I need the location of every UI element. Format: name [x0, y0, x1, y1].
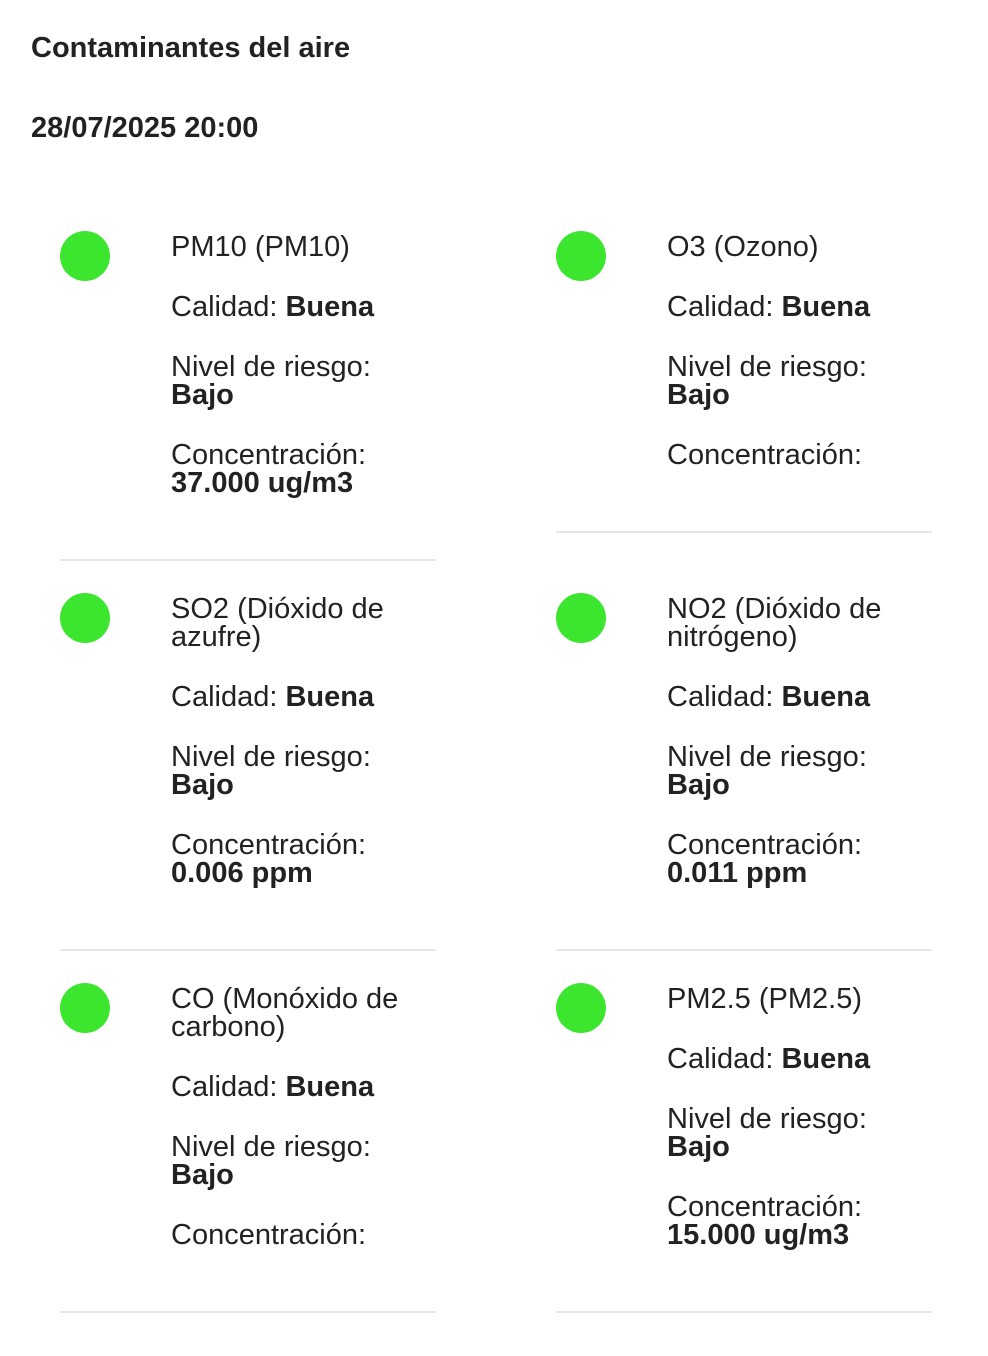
status-indicator-icon [556, 593, 606, 643]
concentration-label: Concentración: [171, 439, 367, 471]
concentration-value: 0.011 ppm [667, 857, 808, 889]
concentration-row [667, 831, 932, 887]
quality-row [171, 683, 436, 711]
quality-value: Buena [285, 1071, 375, 1103]
concentration-row [171, 1221, 436, 1249]
status-indicator-icon [60, 593, 110, 643]
pollutant-card-pm25 [556, 981, 932, 1313]
quality-value: Buena [781, 1043, 871, 1075]
risk-row [171, 1133, 436, 1189]
quality-label: Calidad: [171, 681, 278, 713]
status-indicator-icon [60, 231, 110, 281]
quality-label: Calidad: [667, 291, 774, 323]
risk-row [171, 743, 436, 799]
pollutant-card-no2 [556, 591, 932, 951]
pollutant-name: SO2 (Dióxido de azufre) [171, 593, 384, 653]
risk-label: Nivel de riesgo: [171, 351, 371, 383]
risk-row [171, 353, 436, 409]
quality-label: Calidad: [171, 1071, 278, 1103]
measurement-datetime: 28/07/2025 20:00 [31, 112, 259, 144]
concentration-row [171, 441, 436, 497]
risk-row [667, 743, 932, 799]
concentration-value: 15.000 ug/m3 [667, 1219, 850, 1251]
pollutant-name: O3 (Ozono) [667, 231, 819, 263]
risk-label: Nivel de riesgo: [171, 1131, 371, 1163]
pollutant-name: PM10 (PM10) [171, 231, 350, 263]
quality-value: Buena [781, 291, 871, 323]
concentration-row [171, 831, 436, 887]
concentration-label: Concentración: [667, 829, 863, 861]
concentration-row [667, 1193, 932, 1249]
risk-row [667, 1105, 932, 1161]
quality-label: Calidad: [171, 291, 278, 323]
quality-label: Calidad: [667, 681, 774, 713]
pollutant-card-o3 [556, 230, 932, 533]
concentration-row [667, 441, 932, 469]
status-indicator-icon [60, 983, 110, 1033]
concentration-value: 0.006 ppm [171, 857, 313, 889]
risk-row [667, 353, 932, 409]
pollutant-name: CO (Monóxido de carbono) [171, 983, 399, 1043]
concentration-label: Concentración: [171, 829, 367, 861]
risk-label: Nivel de riesgo: [667, 351, 867, 383]
risk-label: Nivel de riesgo: [667, 741, 867, 773]
pollutant-card-pm10 [60, 230, 436, 561]
status-indicator-icon [556, 231, 606, 281]
pollutant-card-co [60, 981, 436, 1313]
quality-row [667, 293, 932, 321]
status-indicator-icon [556, 983, 606, 1033]
concentration-value: 37.000 ug/m3 [171, 467, 354, 499]
pollutant-card-so2 [60, 591, 436, 951]
risk-value: Bajo [171, 1159, 234, 1191]
quality-row [171, 1073, 436, 1101]
page-title: Contaminantes del aire [31, 32, 351, 64]
quality-row [667, 1045, 932, 1073]
risk-value: Bajo [171, 769, 234, 801]
risk-value: Bajo [171, 379, 234, 411]
risk-value: Bajo [667, 379, 730, 411]
quality-value: Buena [285, 681, 375, 713]
quality-row [171, 293, 436, 321]
concentration-label: Concentración: [667, 439, 863, 471]
quality-value: Buena [285, 291, 375, 323]
concentration-label: Concentración: [667, 1191, 863, 1223]
quality-row [667, 683, 932, 711]
concentration-label: Concentración: [171, 1219, 367, 1251]
risk-value: Bajo [667, 769, 730, 801]
risk-label: Nivel de riesgo: [171, 741, 371, 773]
pollutant-name: NO2 (Dióxido de nitrógeno) [667, 593, 882, 653]
quality-label: Calidad: [667, 1043, 774, 1075]
risk-value: Bajo [667, 1131, 730, 1163]
quality-value: Buena [781, 681, 871, 713]
risk-label: Nivel de riesgo: [667, 1103, 867, 1135]
pollutant-name: PM2.5 (PM2.5) [667, 983, 862, 1015]
